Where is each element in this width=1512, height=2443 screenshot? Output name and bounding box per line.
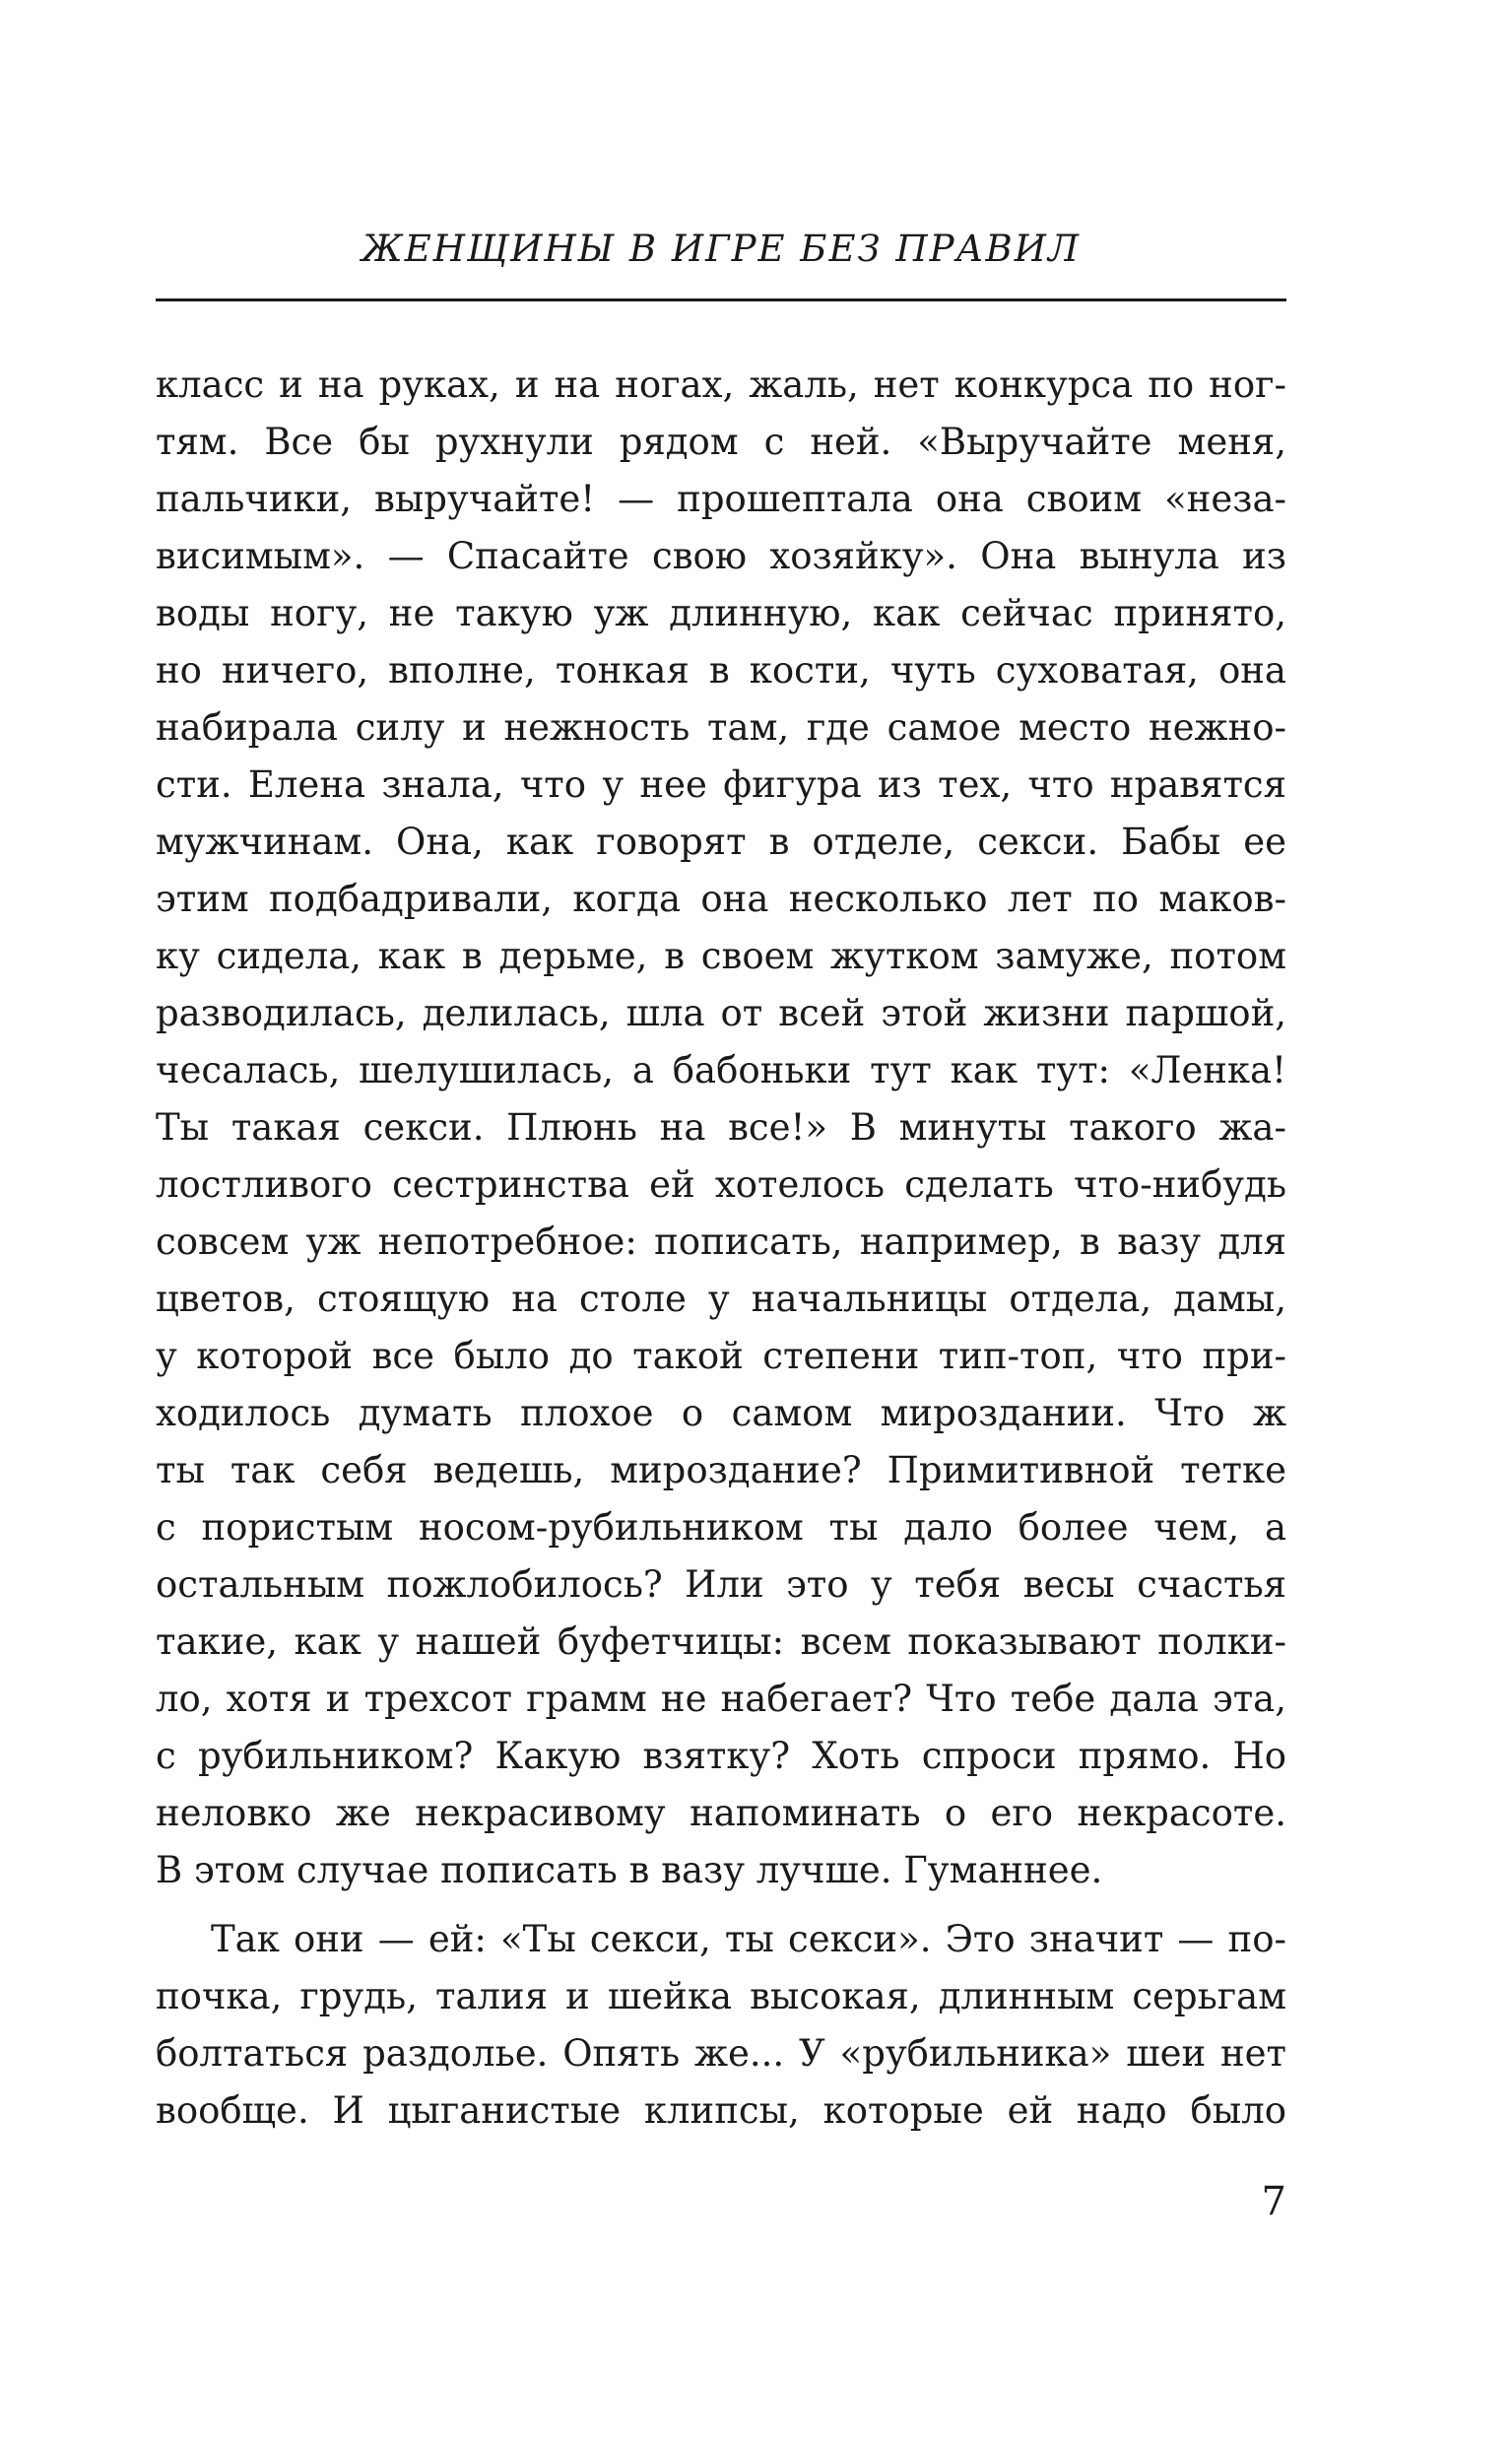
text-line: тям. Все бы рухнули рядом с ней. «Выручайте меня, xyxy=(156,421,1286,463)
text-line: Ты такая секси. Плюнь на все!» В минуты такого жа- xyxy=(156,1106,1286,1149)
text-line: совсем уж непотребное: пописать, например, в вазу для xyxy=(156,1221,1286,1263)
text-line: цветов, стоящую на столе у начальницы отдела, дамы, xyxy=(156,1278,1286,1320)
text-line: висимым». — Спасайте свою хозяйку». Она вынула из xyxy=(156,535,1286,577)
text-line: чесалась, шелушилась, а бабоньки тут как тут: «Ленка! xyxy=(156,1049,1286,1091)
text-line: такие, как у нашей буфетчицы: всем показывают полки- xyxy=(156,1620,1286,1663)
text-line: В этом случае пописать в вазу лучше. Гуманнее. xyxy=(156,1849,1103,1891)
text-line: этим подбадривали, когда она несколько лет по маков- xyxy=(156,878,1286,920)
text-line: ходилось думать плохое о самом мироздании. Что ж xyxy=(156,1392,1286,1434)
paragraph-gap xyxy=(156,1899,1286,1911)
text-line: с пористым носом-рубильником ты дало более чем, а xyxy=(156,1506,1286,1549)
text-line: но ничего, вполне, тонкая в кости, чуть суховатая, она xyxy=(156,649,1286,692)
paragraph xyxy=(156,1911,1286,2140)
text-line: ло, хотя и трехсот грамм не набегает? Что тебе дала эта, xyxy=(156,1678,1286,1720)
text-line: класс и на руках, и на ногах, жаль, нет конкурса по ног- xyxy=(156,363,1286,406)
text-line: вообще. И цыганистые клипсы, которые ей надо было xyxy=(156,2089,1286,2132)
text-line: мужчинам. Она, как говорят в отделе, секси. Бабы ее xyxy=(156,821,1286,863)
text-line: с рубильником? Какую взятку? Хоть спроси прямо. Но xyxy=(156,1735,1286,1777)
text-line: Так они — ей: «Ты секси, ты секси». Это значит — по- xyxy=(211,1918,1286,1960)
paragraph xyxy=(156,357,1286,1899)
text-line: ты так себя ведешь, мироздание? Примитивной тетке xyxy=(156,1449,1286,1491)
text-line: сти. Елена знала, что у нее фигура из тех, что нравятся xyxy=(156,763,1286,806)
page-number: 7 xyxy=(1261,2179,1286,2224)
text-line: у которой все было до такой степени тип-топ, что при- xyxy=(156,1335,1286,1377)
text-line: остальным пожлобилось? Или это у тебя весы счастья xyxy=(156,1563,1286,1606)
text-line: болтаться раздолье. Опять же... У «рубильника» шеи нет xyxy=(156,2032,1286,2075)
text-line: воды ногу, не такую уж длинную, как сейчас принято, xyxy=(156,592,1286,634)
running-head: ЖЕНЩИНЫ В ИГРЕ БЕЗ ПРАВИЛ xyxy=(362,228,1081,270)
text-line: почка, грудь, талия и шейка высокая, длинным серьгам xyxy=(156,1975,1286,2017)
text-line: лостливого сестринства ей хотелось сделать что-нибудь xyxy=(156,1163,1286,1206)
text-line: ку сидела, как в дерьме, в своем жутком замуже, потом xyxy=(156,935,1286,977)
header-rule xyxy=(156,298,1286,301)
text-line: набирала силу и нежность там, где самое место нежно- xyxy=(156,706,1286,749)
text-line: разводилась, делилась, шла от всей этой жизни паршой, xyxy=(156,992,1286,1034)
body-text xyxy=(156,357,1286,2140)
text-line: пальчики, выручайте! — прошептала она своим «неза- xyxy=(156,478,1286,520)
text-line: неловко же некрасивому напоминать о его некрасоте. xyxy=(156,1792,1286,1834)
